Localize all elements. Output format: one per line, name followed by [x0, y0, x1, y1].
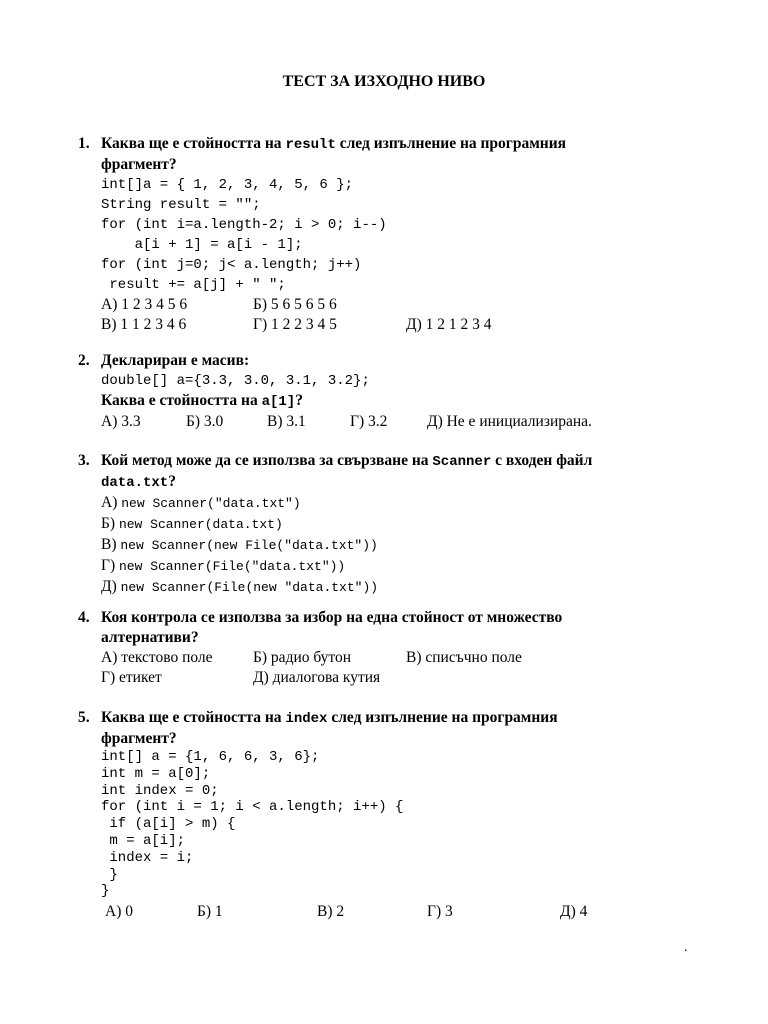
answer-option-c [101, 535, 698, 556]
code-block: double[] a={3.3, 3.0, 3.1, 3.2}; [101, 373, 370, 389]
question-text-part: след изпълнение на програмния [335, 135, 567, 152]
answer-option-d [101, 556, 698, 577]
code-line: index = i; [101, 849, 194, 866]
code-line: for (int j=0; j< a.length; j++) [101, 257, 362, 273]
answer-row [101, 315, 698, 335]
question-text-cont: фрагмент? [101, 156, 177, 173]
answer-option-e: Д) 1 2 1 2 3 4 [406, 316, 492, 333]
answer-label: Г) [101, 557, 119, 574]
code-line: for (int i = 1; i < a.length; i++) { [101, 799, 404, 816]
question-text-part: Кой метод може да се използва за свързване на [101, 452, 433, 469]
answer-option-d: Г) 1 2 2 3 4 5 [253, 316, 337, 333]
code-line: } [101, 883, 110, 900]
answer-option-d: Г) 3.2 [350, 413, 388, 430]
question-text-cont: фрагмент? [101, 730, 177, 747]
question-text-part: с входен файл [491, 452, 593, 469]
page-title: ТЕСТ ЗА ИЗХОДНО НИВО [282, 73, 486, 90]
question-text-part: след изпълнение на програмния [327, 709, 558, 726]
question-text: Коя контрола се използва за избор на една стойност от множество [101, 609, 563, 626]
footer-dot: . [684, 940, 688, 955]
answer-code: new Scanner("data.txt") [121, 496, 301, 511]
answer-row [101, 902, 698, 922]
code-line: int[]a = { 1, 2, 3, 4, 5, 6 }; [101, 177, 354, 193]
answer-label: Б) [101, 515, 119, 532]
code-line: m = a[i]; [101, 832, 186, 849]
answer-label: В) [101, 536, 121, 553]
question-text-cont [101, 472, 698, 493]
answer-option-c: В) 2 [317, 903, 345, 921]
question-number: 5. [78, 709, 90, 726]
answer-option-a: А) текстово поле [101, 649, 213, 666]
question-text: Деклариран е масив: [101, 352, 250, 369]
code-line: int index = 0; [101, 782, 219, 799]
code-line: String result = ""; [101, 197, 261, 213]
question-number: 4. [78, 609, 90, 626]
answer-code: new Scanner(File("data.txt")) [119, 559, 346, 574]
inline-code: index [285, 711, 328, 727]
answer-option-e: Д) Не е инициализирана. [427, 413, 592, 430]
code-line: for (int i=a.length-2; i > 0; i--) [101, 217, 387, 233]
answer-option-c: В) 3.1 [267, 413, 306, 430]
question-text-part: Каква ще е стойността на [101, 135, 286, 152]
question-text-part: ? [168, 473, 176, 490]
answer-option-e: Д) 4 [560, 903, 588, 921]
answer-row [101, 412, 698, 432]
question-text-cont: алтернативи? [101, 629, 199, 646]
inline-code: result [285, 137, 336, 153]
code-line: if (a[i] > m) { [101, 816, 236, 833]
question-1 [78, 134, 698, 335]
question-text-part: Каква ще е стойността на [101, 709, 286, 726]
answer-option-e [101, 577, 698, 598]
answer-option-b: Б) 3.0 [186, 413, 224, 430]
answer-option-a: А) 0 [105, 903, 133, 921]
answer-row [101, 668, 698, 688]
question-text-part: Каква е стойността на [101, 392, 262, 409]
answer-code: new Scanner(data.txt) [118, 517, 283, 532]
answer-option-b [101, 514, 698, 535]
answer-row [101, 648, 698, 668]
code-line: int m = a[0]; [101, 765, 211, 782]
answer-option-a [101, 493, 698, 514]
answer-label: Д) [101, 578, 121, 595]
question-2 [78, 351, 698, 432]
code-line: result += a[j] + " "; [101, 277, 286, 293]
code-block [101, 175, 698, 295]
answer-label: А) [101, 494, 122, 511]
answer-option-a: А) 3.3 [101, 413, 141, 430]
question-3 [78, 451, 698, 598]
answer-row [101, 295, 698, 315]
answer-option-a: А) 1 2 3 4 5 6 [101, 296, 188, 313]
question-text [101, 708, 698, 729]
answer-option-b: Б) 5 6 5 6 5 6 [253, 296, 337, 313]
inline-code: data.txt [101, 475, 169, 491]
answer-option-d: Г) етикет [101, 669, 162, 686]
answer-option-b: Б) 1 [197, 903, 223, 921]
answer-code: new Scanner(new File("data.txt")) [120, 538, 378, 553]
question-number: 3. [78, 452, 90, 469]
answer-option-d: Г) 3 [427, 903, 453, 921]
code-line: int[] a = {1, 6, 6, 3, 6}; [101, 749, 320, 765]
question-text-part: ? [295, 392, 303, 409]
question-4 [78, 608, 698, 688]
answer-option-c: В) списъчно поле [406, 649, 522, 666]
inline-code: a[1] [261, 394, 296, 410]
code-line: a[i + 1] = a[i - 1]; [101, 237, 303, 253]
question-number: 2. [78, 352, 90, 369]
code-block [101, 749, 698, 900]
question-text [101, 134, 698, 155]
answer-option-c: В) 1 1 2 3 4 6 [101, 316, 187, 333]
inline-code: Scanner [432, 454, 492, 470]
question-number: 1. [78, 135, 90, 152]
question-text [101, 451, 698, 472]
code-line: } [101, 866, 118, 883]
answer-option-b: Б) радио бутон [253, 649, 352, 666]
answer-code: new Scanner(File(new "data.txt")) [120, 580, 379, 595]
answer-option-e: Д) диалогова кутия [253, 669, 381, 686]
question-5 [78, 708, 698, 922]
question-text-2 [101, 391, 698, 412]
